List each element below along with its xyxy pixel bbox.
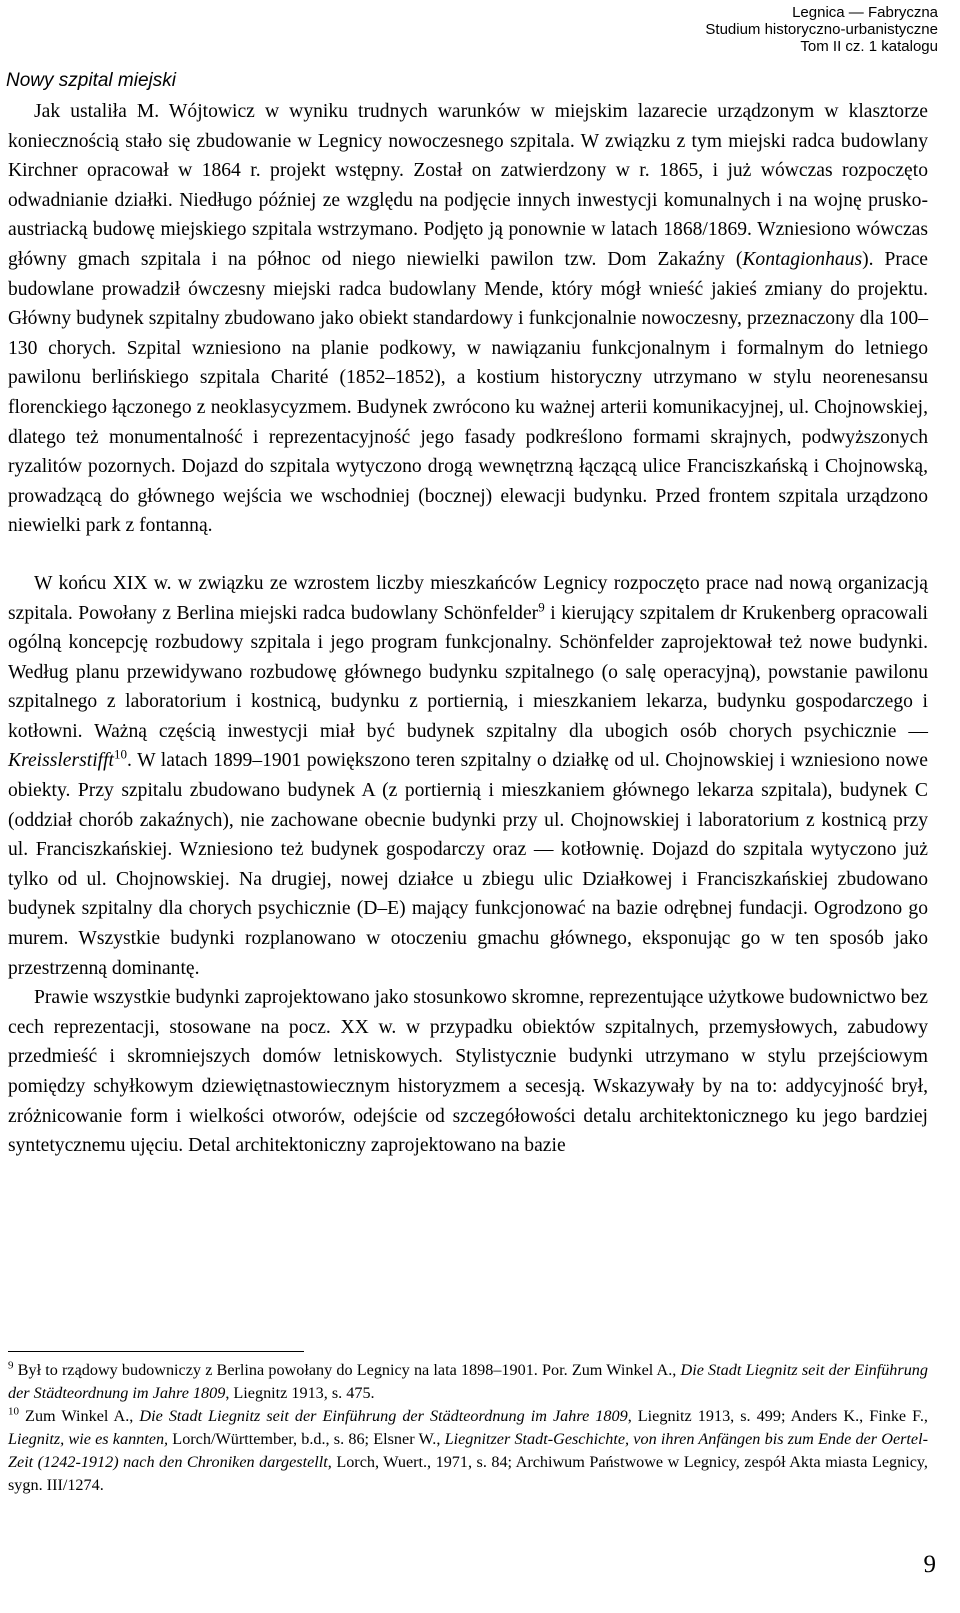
footnote-9 [8,1359,928,1405]
footnote-10-text-g: , Lorch, Wuert., 1971, s. 84; Archiwum Państwowe w Legnicy, zespół Akta miasta Legnicy, sygn. III/1274. [8,1453,928,1494]
paragraph-2 [8,569,928,983]
page-number: 9 [923,1551,936,1578]
body-text [8,97,928,1161]
header-title: Legnica — Fabryczna [792,4,938,21]
footnotes [8,1359,928,1497]
paragraph-2-italic: Kreisslerstifft [8,750,114,772]
footnote-divider [8,1351,304,1352]
paragraph-3: Prawie wszystkie budynki zaprojektowano jako stosunkowo skromne, reprezentujące użytkowe budownictwo bez cech reprezentacji, stosowane na pocz. XX w. w przypadku obiektów szpitalnych, przemysłowych, zabudowy przedmieść i skromniejszych domów letniskowych. Stylistycznie budynki utrzymano w stylu przejściowym pomiędzy schyłkowym dziewiętnastowiecznym historyzmem a secesją. Wskazywały by na to: addycyjność brył, zróżnicowanie form i wielkości otworów, odejście od szczegółowości detalu architektonicznego ku jego bardziej syntetycznemu ujęciu. Detal architektoniczny zaprojektowano na bazie [8,987,928,1157]
footnote-10-italic-b: Die Stadt Liegnitz seit der Einführung der Städteordnung im Jahre 1809 [139,1407,628,1425]
footnote-9-text-c: , Liegnitz 1913, s. 475. [225,1384,375,1402]
paragraph-2-text-b: i kierujący szpitalem dr Krukenberg opracowali ogólną koncepcję rozbudowy szpitala i jego program funkcjonalny. Schönfelder zaprojektował też nowe budynki. Według planu przewidywano rozbudowę głównego budynku szpitalnego (o salę operacyjną), powstanie pawilonu szpitalnego z laboratorium i kostnicą, budynku z portiernią, i mieszkaniem lekarza, budynku gospodarczego i kotłowni. Ważną częścią inwestycji miał być budynek szpitalny dla ubogich osób chorych psychicznie — [8,602,928,742]
page-header [705,4,938,55]
footnote-9-number: 9 [8,1359,14,1372]
footnote-10-text-c: , Liegnitz 1913, s. 499; Anders K., Finke F., [627,1407,928,1425]
footnote-10 [8,1405,928,1497]
paragraph-1-text-a: Jak ustaliła M. Wójtowicz w wyniku trudnych warunków w miejskim lazarecie urządzonym w klasztorze koniecznością stało się zbudowanie w Legnicy nowoczesnego szpitala. W związku z tym miejski radca budowlany Kirchner opracował w 1864 r. projekt wstępny. Został on zatwierdzony w r. 1865, i już wówczas rozpoczęto odwadnianie działki. Niedługo później ze względu na podjęcie innych inwestycji komunalnych i na wojnę prusko-austriacką budowę miejskiego szpitala wstrzymano. Podjęto ją ponownie w latach 1868/1869. Wzniesiono wówczas główny gmach szpitala i na północ od niego niewielki pawilon tzw. Dom Zakaźny ( [8,101,928,270]
footnote-10-number: 10 [8,1405,19,1418]
paragraph-1-text-c: ). Prace budowlane prowadził ówczesny miejski radca budowlany Mende, który mógł wnieść jakieś zmiany do projektu. Główny budynek szpitalny zbudowano jako obiekt standardowy i funkcjonalnie nowoczesny, przeznaczony dla 100–130 chorych. Szpital wzniesiono na planie podkowy, w nawiązaniu funkcjonalnym i formalnym do letniego pawilonu berlińskiego szpitala Charité (1852–1852), a kostium historyczny utrzymano w stylu neorenesansu florenckiego łączonego z neoklasycyzmem. Budynek zwrócono ku ważnej arterii komunikacyjnej, ul. Chojnowskiej, dlatego też monumentalność i reprezentacyjność jego fasady podkreślono formami skrajnych, podwyższonych ryzalitów pozornych. Dojazd do szpitala wytyczono drogą wewnętrzną łączącą ulice Franciszkańską i Chojnowską, prowadzącą do głównego wejścia we wschodniej (bocznej) elewacji budynku. Przed frontem szpitala urządzono niewielki park z fontanną. [8,248,928,537]
paragraph-2-text-d: . W latach 1899–1901 powiększono teren szpitalny o działkę od ul. Chojnowskiej i wzniesiono nowe obiekty. Przy szpitalu zbudowano budynek A (z portiernią i mieszkaniem głównego lekarza szpitala), budynek C (oddział chorób zakaźnych), nie zachowane obecnie budynki przy ul. Chojnowskiej i laboratorium z kostnicą przy ul. Franciszkańskiej. Wzniesiono też budynek gospodarczy oraz — kotłownię. Dojazd do szpitala wytyczono już tylko od ul. Chojnowskiej. Na drugiej, nowej działce u zbiegu ulic Działkowej i Franciszkańskiej zbudowano budynek szpitalny dla chorych psychicznie (D–E) mający funkcjonować na bazie odrębnej fundacji. Ogrodzono go murem. Wszystkie budynki rozplanowano w otoczeniu gmachu głównego, eksponując go w ten sposób jako przestrzenną dominantę. [8,750,928,979]
footnote-ref-10: 10 [113,746,127,762]
footnote-10-text-e: Lorch/Württember, b.d., s. 86; Elsner W., [168,1430,445,1448]
paragraph-1-italic: Kontagionhaus [742,248,863,270]
footnote-10-italic-d: Liegnitz, wie es kannten, [8,1430,169,1448]
header-subtitle: Studium historyczno-urbanistyczne [705,21,938,38]
footnote-10-text-a: Zum Winkel A., [19,1407,140,1425]
header-volume: Tom II cz. 1 katalogu [800,38,938,55]
footnote-9-text-a: Był to rządowy budowniczy z Berlina powołany do Legnicy na lata 1898–1901. Por. Zum Winkel A., [13,1361,681,1379]
paragraph-2-text-a: W końcu XIX w. w związku ze wzrostem liczby mieszkańców Legnicy rozpoczęto prace nad nową organizacją szpitala. Powołany z Berlina miejski radca budowlany Schönfelder [8,572,928,624]
footnote-ref-9: 9 [538,598,545,614]
paragraph-1 [8,97,928,541]
footnote-10-italic-f: Liegnitzer Stadt-Geschichte, von ihren Anfängen bis zum Ende der Oertel-Zeit (1242-1912) nach den Chroniken dargestellt [8,1430,928,1471]
section-title: Nowy szpital miejski [6,70,176,91]
footnote-9-italic: Die Stadt Liegnitz seit der Einführung der Städteordnung im Jahre 1809 [8,1361,928,1402]
